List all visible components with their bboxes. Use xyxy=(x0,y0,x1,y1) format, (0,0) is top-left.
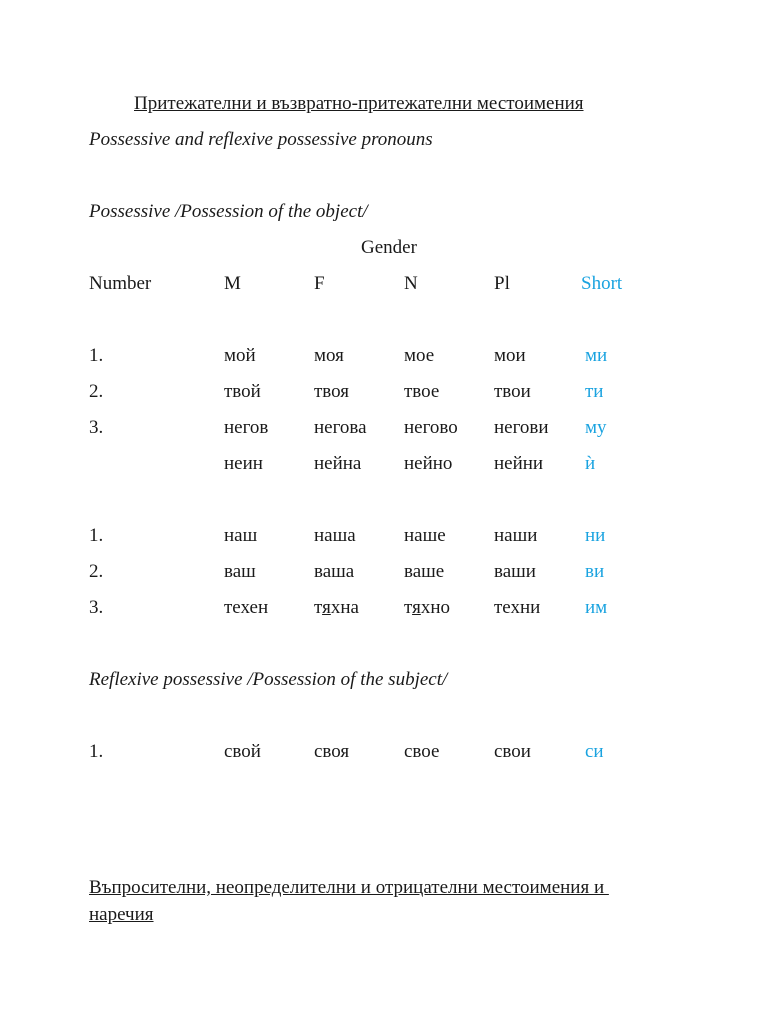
column-header-f: F xyxy=(314,273,325,294)
section-possessive-title: Possessive /Possession of the object/ xyxy=(89,201,368,222)
cell-neuter: мое xyxy=(404,345,435,366)
row-number: 1. xyxy=(89,345,104,366)
heading-english: Possessive and reflexive possessive pronouns xyxy=(89,129,433,150)
cell-masculine: ваш xyxy=(224,561,256,582)
cell-short: ти xyxy=(585,381,604,402)
next-heading-line-1: Въпросителни, неопределителни и отрицателни местоимения и xyxy=(89,877,609,898)
cell-plural: негови xyxy=(494,417,549,438)
cell-feminine-prefix: т xyxy=(314,597,323,618)
cell-short: ни xyxy=(585,525,606,546)
cell-neuter-prefix: т xyxy=(404,597,413,618)
row-number: 3. xyxy=(89,597,104,618)
cell-neuter: негово xyxy=(404,417,458,438)
cell-feminine: наша xyxy=(314,525,356,546)
cell-short: ви xyxy=(585,561,605,582)
cell-short: ми xyxy=(585,345,608,366)
cell-plural: ваши xyxy=(494,561,536,582)
cell-neuter-suffix: хно xyxy=(420,597,450,618)
cell-feminine: моя xyxy=(314,345,344,366)
cell-neuter: нейно xyxy=(404,453,453,474)
cell-neuter: свое xyxy=(404,741,440,762)
cell-feminine xyxy=(314,597,359,619)
cell-feminine: ваша xyxy=(314,561,355,582)
row-number: 3. xyxy=(89,417,104,438)
cell-masculine: свой xyxy=(224,741,261,762)
cell-feminine-stressed: я xyxy=(322,597,331,618)
column-header-n: N xyxy=(404,273,418,294)
column-header-m: M xyxy=(224,273,241,294)
cell-plural: нейни xyxy=(494,453,544,474)
column-header-pl: Pl xyxy=(494,273,510,294)
cell-masculine: наш xyxy=(224,525,258,546)
cell-masculine: техен xyxy=(224,597,269,618)
cell-neuter: наше xyxy=(404,525,446,546)
cell-masculine: твой xyxy=(224,381,261,402)
cell-plural: наши xyxy=(494,525,538,546)
cell-plural: мои xyxy=(494,345,526,366)
column-header-number: Number xyxy=(89,273,152,294)
cell-plural: техни xyxy=(494,597,541,618)
row-number: 1. xyxy=(89,741,104,762)
cell-masculine: негов xyxy=(224,417,269,438)
cell-feminine: негова xyxy=(314,417,367,438)
cell-short: ѝ xyxy=(585,453,596,474)
cell-short: им xyxy=(585,597,608,618)
row-number: 1. xyxy=(89,525,104,546)
cell-neuter: твое xyxy=(404,381,440,402)
row-number: 2. xyxy=(89,381,104,402)
cell-masculine: мой xyxy=(224,345,256,366)
cell-neuter xyxy=(404,597,450,619)
cell-plural: твои xyxy=(494,381,531,402)
column-header-short: Short xyxy=(581,273,623,294)
cell-feminine: твоя xyxy=(314,381,350,402)
cell-neuter-stressed: я xyxy=(412,597,421,618)
cell-feminine: своя xyxy=(314,741,350,762)
row-number: 2. xyxy=(89,561,104,582)
section-reflexive-title: Reflexive possessive /Possession of the subject/ xyxy=(89,669,448,690)
next-heading-line-2: наречия xyxy=(89,904,154,925)
cell-feminine: нейна xyxy=(314,453,362,474)
cell-masculine: неин xyxy=(224,453,263,474)
cell-feminine-suffix: хна xyxy=(330,597,359,618)
heading-bulgarian: Притежателни и възвратно-притежателни местоимения xyxy=(134,93,584,114)
cell-short: му xyxy=(585,417,607,438)
gender-label: Gender xyxy=(361,237,417,258)
cell-short: си xyxy=(585,741,604,762)
cell-plural: свои xyxy=(494,741,531,762)
cell-neuter: ваше xyxy=(404,561,445,582)
